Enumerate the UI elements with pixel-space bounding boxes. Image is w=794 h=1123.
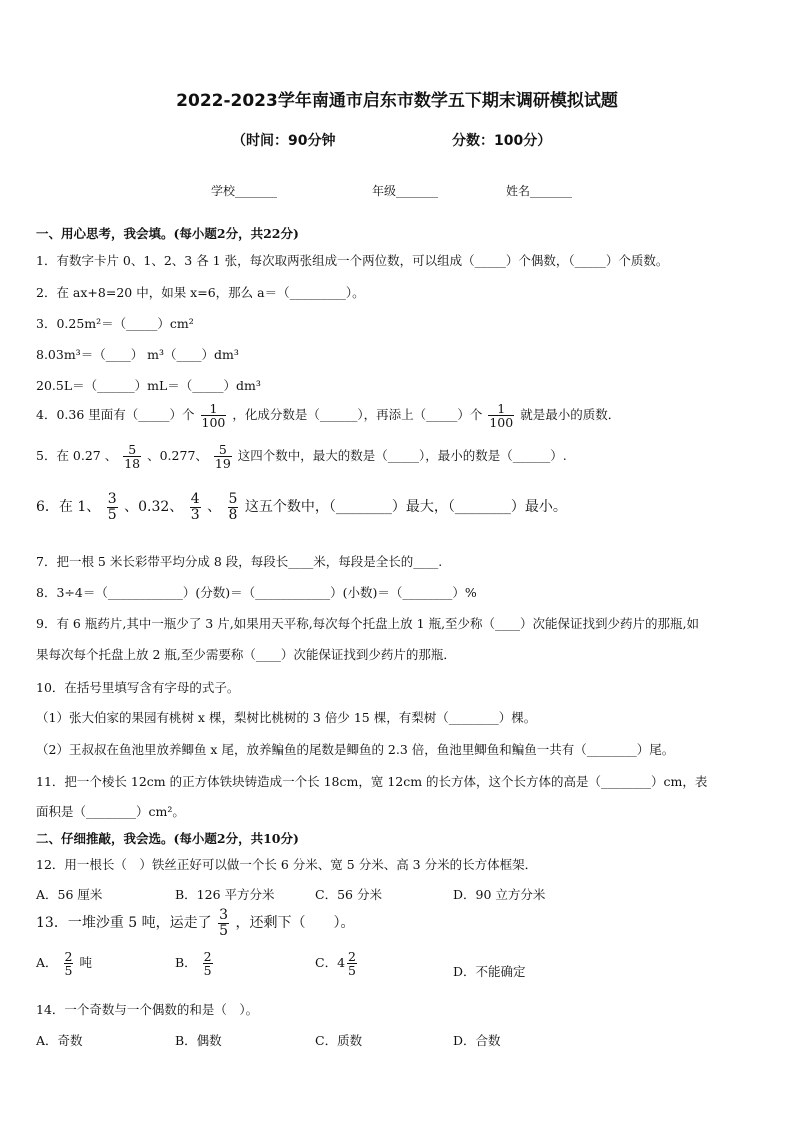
q12-option-a[interactable]: A．56 厘米 [36, 887, 103, 902]
fraction [201, 402, 227, 429]
q5-part-c: 这四个数中，最大的数是（_____），最小的数是（______）. [237, 448, 567, 464]
option-unit: 吨 [79, 955, 92, 971]
question-9a: 9．有 6 瓶药片,其中一瓶少了 3 片,如果用天平称,每次每个托盘上放 1 瓶,至少称（____）次能保证找到少药片的那瓶,如 [36, 616, 700, 631]
q14-option-d[interactable]: D．合数 [453, 1033, 501, 1048]
question-3a: 3．0.25m²＝（_____）cm² [36, 316, 194, 331]
denominator: 19 [214, 456, 231, 472]
option-letter: B． [175, 955, 197, 971]
q14-option-b[interactable]: B．偶数 [175, 1033, 222, 1048]
denominator: 5 [348, 963, 356, 979]
question-10: 10．在括号里填写含有字母的式子。 [36, 680, 240, 695]
question-2: 2．在 ax+8=20 中，如果 x=6，那么 a＝（_________）。 [36, 285, 365, 300]
q13-part-b: ，还剩下（ ）。 [235, 915, 355, 932]
q6-part-b: 、0.32、 [124, 499, 184, 516]
numerator: 5 [128, 442, 137, 457]
q13-option-d[interactable]: D．不能确定 [453, 964, 526, 979]
denominator: 5 [219, 922, 228, 939]
denominator: 8 [228, 506, 238, 523]
question-11a: 11．把一个棱长 12cm 的正方体铁块铸造成一个长 18cm，宽 12cm 的长方体，这个长方体的高是（________）cm，表 [36, 774, 708, 789]
fraction [488, 402, 514, 429]
denominator: 3 [190, 506, 200, 523]
q14-option-a[interactable]: A．奇数 [36, 1033, 83, 1048]
q4-part-a: 4．0.36 里面有（_____）个 [36, 407, 195, 423]
denominator: 18 [124, 456, 141, 472]
section-1-title: 一、用心思考，我会填。(每小题2分，共22分) [36, 226, 299, 241]
grade-field[interactable]: 年级_______ [372, 184, 439, 198]
q13-option-c[interactable] [315, 950, 359, 977]
q4-part-c: 就是最小的质数． [520, 407, 621, 423]
denominator: 100 [489, 415, 514, 431]
q5-part-b: 、0.277、 [147, 448, 208, 464]
name-field[interactable]: 姓名_______ [506, 184, 573, 198]
option-letter: C．4 [315, 955, 346, 971]
question-12: 12．用一根长（ ）铁丝正好可以做一个长 6 分米、宽 5 分米、高 3 分米的长方体框架． [36, 857, 538, 872]
fraction [214, 443, 232, 470]
question-7: 7．把一根 5 米长彩带平均分成 8 段，每段长____米，每段是全长的____. [36, 554, 443, 569]
q12-option-d[interactable]: D．90 立方分米 [453, 887, 546, 902]
question-9b: 果每次每个托盘上放 2 瓶,至少需要称（____）次能保证找到少药片的那瓶． [36, 647, 456, 662]
fraction [347, 950, 357, 977]
question-13 [36, 908, 354, 938]
fraction [123, 443, 141, 470]
q6-part-c: 、 [207, 499, 222, 516]
question-4 [36, 402, 620, 429]
numerator: 5 [218, 442, 227, 457]
numerator: 2 [348, 949, 356, 964]
question-10-1: （1）张大伯家的果园有桃树 x 棵，梨树比桃树的 3 倍少 15 棵，有梨树（________）棵。 [36, 710, 537, 725]
fraction [203, 950, 213, 977]
fraction [64, 950, 74, 977]
question-1: 1．有数字卡片 0、1、2、3 各 1 张，每次取两张组成一个两位数，可以组成（_____）个偶数，（_____）个质数。 [36, 253, 669, 268]
option-letter: A． [36, 955, 58, 971]
question-3c: 20.5L＝（______）mL＝（_____）dm³ [36, 378, 261, 393]
question-11b: 面积是（________）cm²。 [36, 804, 185, 819]
denominator: 5 [107, 506, 117, 523]
q6-part-e: 这五个数中，（________）最大，（________）最小。 [244, 499, 567, 516]
denominator: 5 [64, 963, 73, 979]
numerator: 4 [190, 491, 200, 507]
question-3b: 8.03m³＝（____） m³（____）dm³ [36, 347, 239, 362]
fraction [190, 492, 201, 522]
numerator: 2 [203, 949, 212, 964]
school-field[interactable]: 学校_______ [211, 184, 278, 198]
question-10-2: （2）王叔叔在鱼池里放养鲫鱼 x 尾，放养鳊鱼的尾数是鲫鱼的 2.3 倍，鱼池里鲫鱼和鳊鱼一共有（________）尾。 [36, 742, 675, 757]
page-title: 2022-2023学年南通市启东市数学五下期末调研模拟试题 [176, 91, 618, 111]
q13-part-a: 13．一堆沙重 5 吨，运走了 [36, 915, 212, 932]
q5-part-a: 5．在 0.27 、 [36, 448, 118, 464]
exam-score: 分数：100分） [452, 133, 552, 149]
q4-part-b: ，化成分数是（______），再添上（_____）个 [232, 407, 483, 423]
exam-time: （时间：90分钟 [232, 133, 336, 149]
numerator: 1 [497, 401, 506, 416]
question-6 [36, 492, 567, 522]
question-5 [36, 443, 567, 470]
numerator: 2 [64, 949, 73, 964]
denominator: 5 [203, 963, 212, 979]
fraction [218, 908, 229, 938]
section-2-title: 二、仔细推敲，我会选。(每小题2分，共10分) [36, 831, 299, 846]
q6-part-a: 6．在 1、 [36, 499, 101, 516]
q12-option-c[interactable]: C．56 分米 [315, 887, 382, 902]
question-8: 8．3÷4＝（____________）(分数)＝（____________）(小数)＝（________）% [36, 585, 477, 600]
numerator: 3 [219, 907, 228, 923]
q13-option-b[interactable] [175, 950, 215, 977]
denominator: 100 [201, 415, 226, 431]
fraction [107, 492, 118, 522]
fraction [228, 492, 239, 522]
numerator: 1 [209, 401, 218, 416]
q13-option-a[interactable] [36, 950, 92, 977]
q12-option-b[interactable]: B．126 平方分米 [175, 887, 275, 902]
numerator: 5 [228, 491, 238, 507]
numerator: 3 [107, 491, 117, 507]
q14-option-c[interactable]: C．质数 [315, 1033, 363, 1048]
question-14: 14．一个奇数与一个偶数的和是（ ）。 [36, 1002, 259, 1017]
